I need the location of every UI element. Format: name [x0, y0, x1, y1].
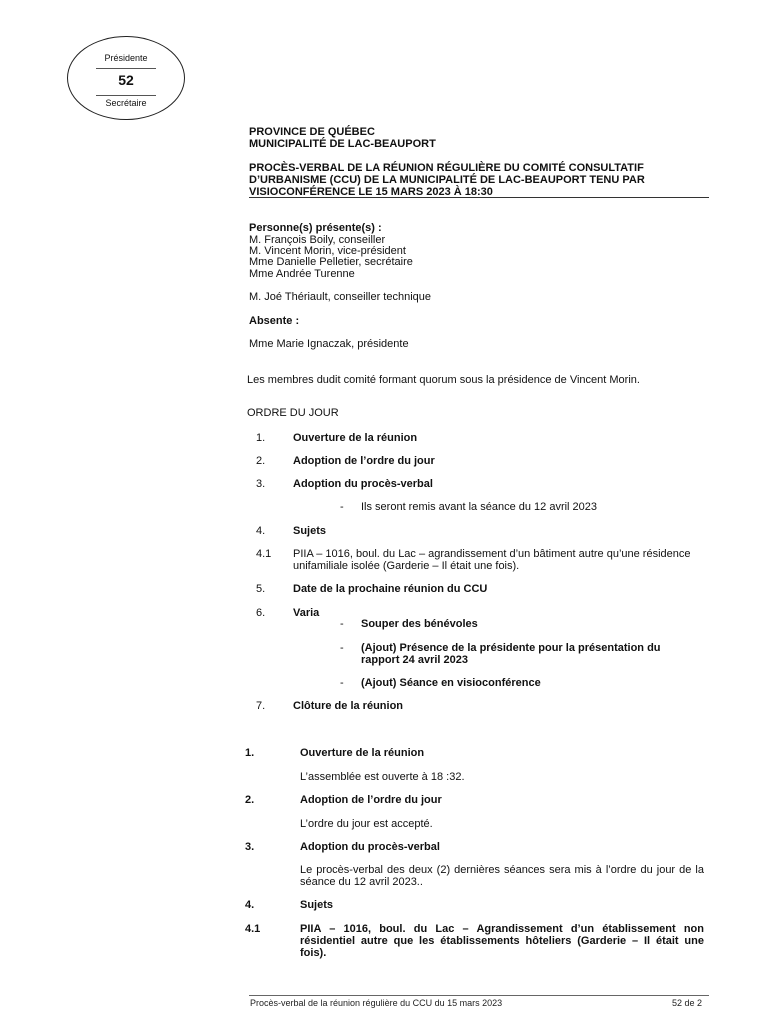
agenda-item: Adoption de l’ordre du jour	[293, 455, 435, 467]
agenda-subitem-dash: -	[340, 501, 344, 513]
agenda-item: Sujets	[293, 525, 327, 537]
minutes-number: 4.	[245, 899, 255, 911]
header	[249, 126, 709, 150]
agenda-item: PIIA – 1016, boul. du Lac – agrandissement d’un bâtiment autre qu’une résidence unifamiliale isolée (Garderie – Il était une fois).	[293, 548, 691, 572]
minutes-title: Adoption de l’ordre du jour	[300, 794, 442, 806]
title-line-1: PROCÈS-VERBAL DE LA RÉUNION RÉGULIÈRE DU COMITÉ CONSULTATIF	[249, 162, 644, 174]
minutes-body: L’assemblée est ouverte à 18 :32.	[300, 771, 465, 783]
agenda-item-number: 1.	[256, 432, 266, 444]
agenda-item: Adoption du procès-verbal	[293, 478, 433, 490]
stamp-number: 52	[118, 72, 134, 88]
present-heading: Personne(s) présente(s) :	[249, 222, 382, 234]
agenda-subitem: (Ajout) Séance en visioconférence	[361, 677, 541, 689]
minutes-number: 1.	[245, 747, 255, 759]
stamp-president-label: Présidente	[104, 53, 148, 63]
absent-heading: Absente :	[249, 315, 300, 327]
stamp-rule-top	[96, 68, 156, 69]
agenda-item-number: 6.	[256, 607, 266, 619]
present-member: Mme Andrée Turenne	[249, 268, 355, 280]
footer-document-title: Procès-verbal de la réunion régulière du CCU du 15 mars 2023	[250, 998, 503, 1008]
agenda-subitem: Ils seront remis avant la séance du 12 avril 2023	[361, 501, 598, 513]
technical-advisor: M. Joé Thériault, conseiller technique	[249, 291, 432, 303]
agenda-item: Date de la prochaine réunion du CCU	[293, 583, 488, 595]
footer-page-number: 52 de 2	[672, 998, 703, 1008]
agenda-item: Ouverture de la réunion	[293, 432, 418, 444]
agenda-item-number: 3.	[256, 478, 266, 490]
page-stamp	[67, 36, 185, 120]
footer-rule	[249, 995, 709, 996]
agenda-subitem-dash: -	[340, 618, 344, 630]
minutes-number: 2.	[245, 794, 255, 806]
agenda-item: Varia	[293, 607, 320, 619]
document-title	[249, 162, 709, 198]
minutes-title: Sujets	[300, 899, 334, 911]
minutes-title: Ouverture de la réunion	[300, 747, 425, 759]
title-line-3: VISIOCONFÉRENCE LE 15 MARS 2023 À 18:30	[249, 186, 493, 198]
agenda-subitem: (Ajout) Présence de la présidente pour la présentation du rapport 24 avril 2023	[361, 642, 661, 666]
title-underline	[249, 197, 709, 198]
province-label: PROVINCE DE QUÉBEC	[249, 126, 375, 138]
present-member: M. Vincent Morin, vice-président	[249, 245, 406, 257]
agenda-subitem: Souper des bénévoles	[361, 618, 478, 630]
stamp-rule-bottom	[96, 95, 156, 96]
municipality-label: MUNICIPALITÉ DE LAC-BEAUPORT	[249, 138, 436, 150]
agenda-item-number: 4.	[256, 525, 266, 537]
agenda-subitem-dash: -	[340, 677, 344, 689]
agenda-item: Clôture de la réunion	[293, 700, 404, 712]
minutes-body: Le procès-verbal des deux (2) dernières séances sera mis à l’ordre du jour de la séance du 12 avril 2023..	[300, 864, 704, 888]
minutes-body: L’ordre du jour est accepté.	[300, 818, 433, 830]
present-member: Mme Danielle Pelletier, secrétaire	[249, 256, 413, 268]
agenda-subitem-dash: -	[340, 642, 344, 654]
title-line-2: D’URBANISME (CCU) DE LA MUNICIPALITÉ DE LAC-BEAUPORT TENU PAR	[249, 174, 645, 186]
minutes-title: PIIA – 1016, boul. du Lac – Agrandissement d’un établissement non résidentiel autre que les établissements hôteliers (Garderie – Il était une fois).	[300, 923, 704, 959]
agenda-item-number: 5.	[256, 583, 266, 595]
agenda-heading: ORDRE DU JOUR	[247, 407, 339, 419]
minutes-number: 3.	[245, 841, 255, 853]
agenda-item-number: 7.	[256, 700, 266, 712]
minutes-number: 4.1	[245, 923, 261, 935]
absent-member: Mme Marie Ignaczak, présidente	[249, 338, 409, 350]
agenda-item-number: 4.1	[256, 548, 272, 560]
minutes-title: Adoption du procès-verbal	[300, 841, 440, 853]
quorum-statement: Les membres dudit comité formant quorum sous la présidence de Vincent Morin.	[247, 374, 640, 386]
stamp-secretary-label: Secrétaire	[105, 98, 147, 108]
present-member: M. François Boily, conseiller	[249, 234, 386, 246]
agenda-item-number: 2.	[256, 455, 266, 467]
